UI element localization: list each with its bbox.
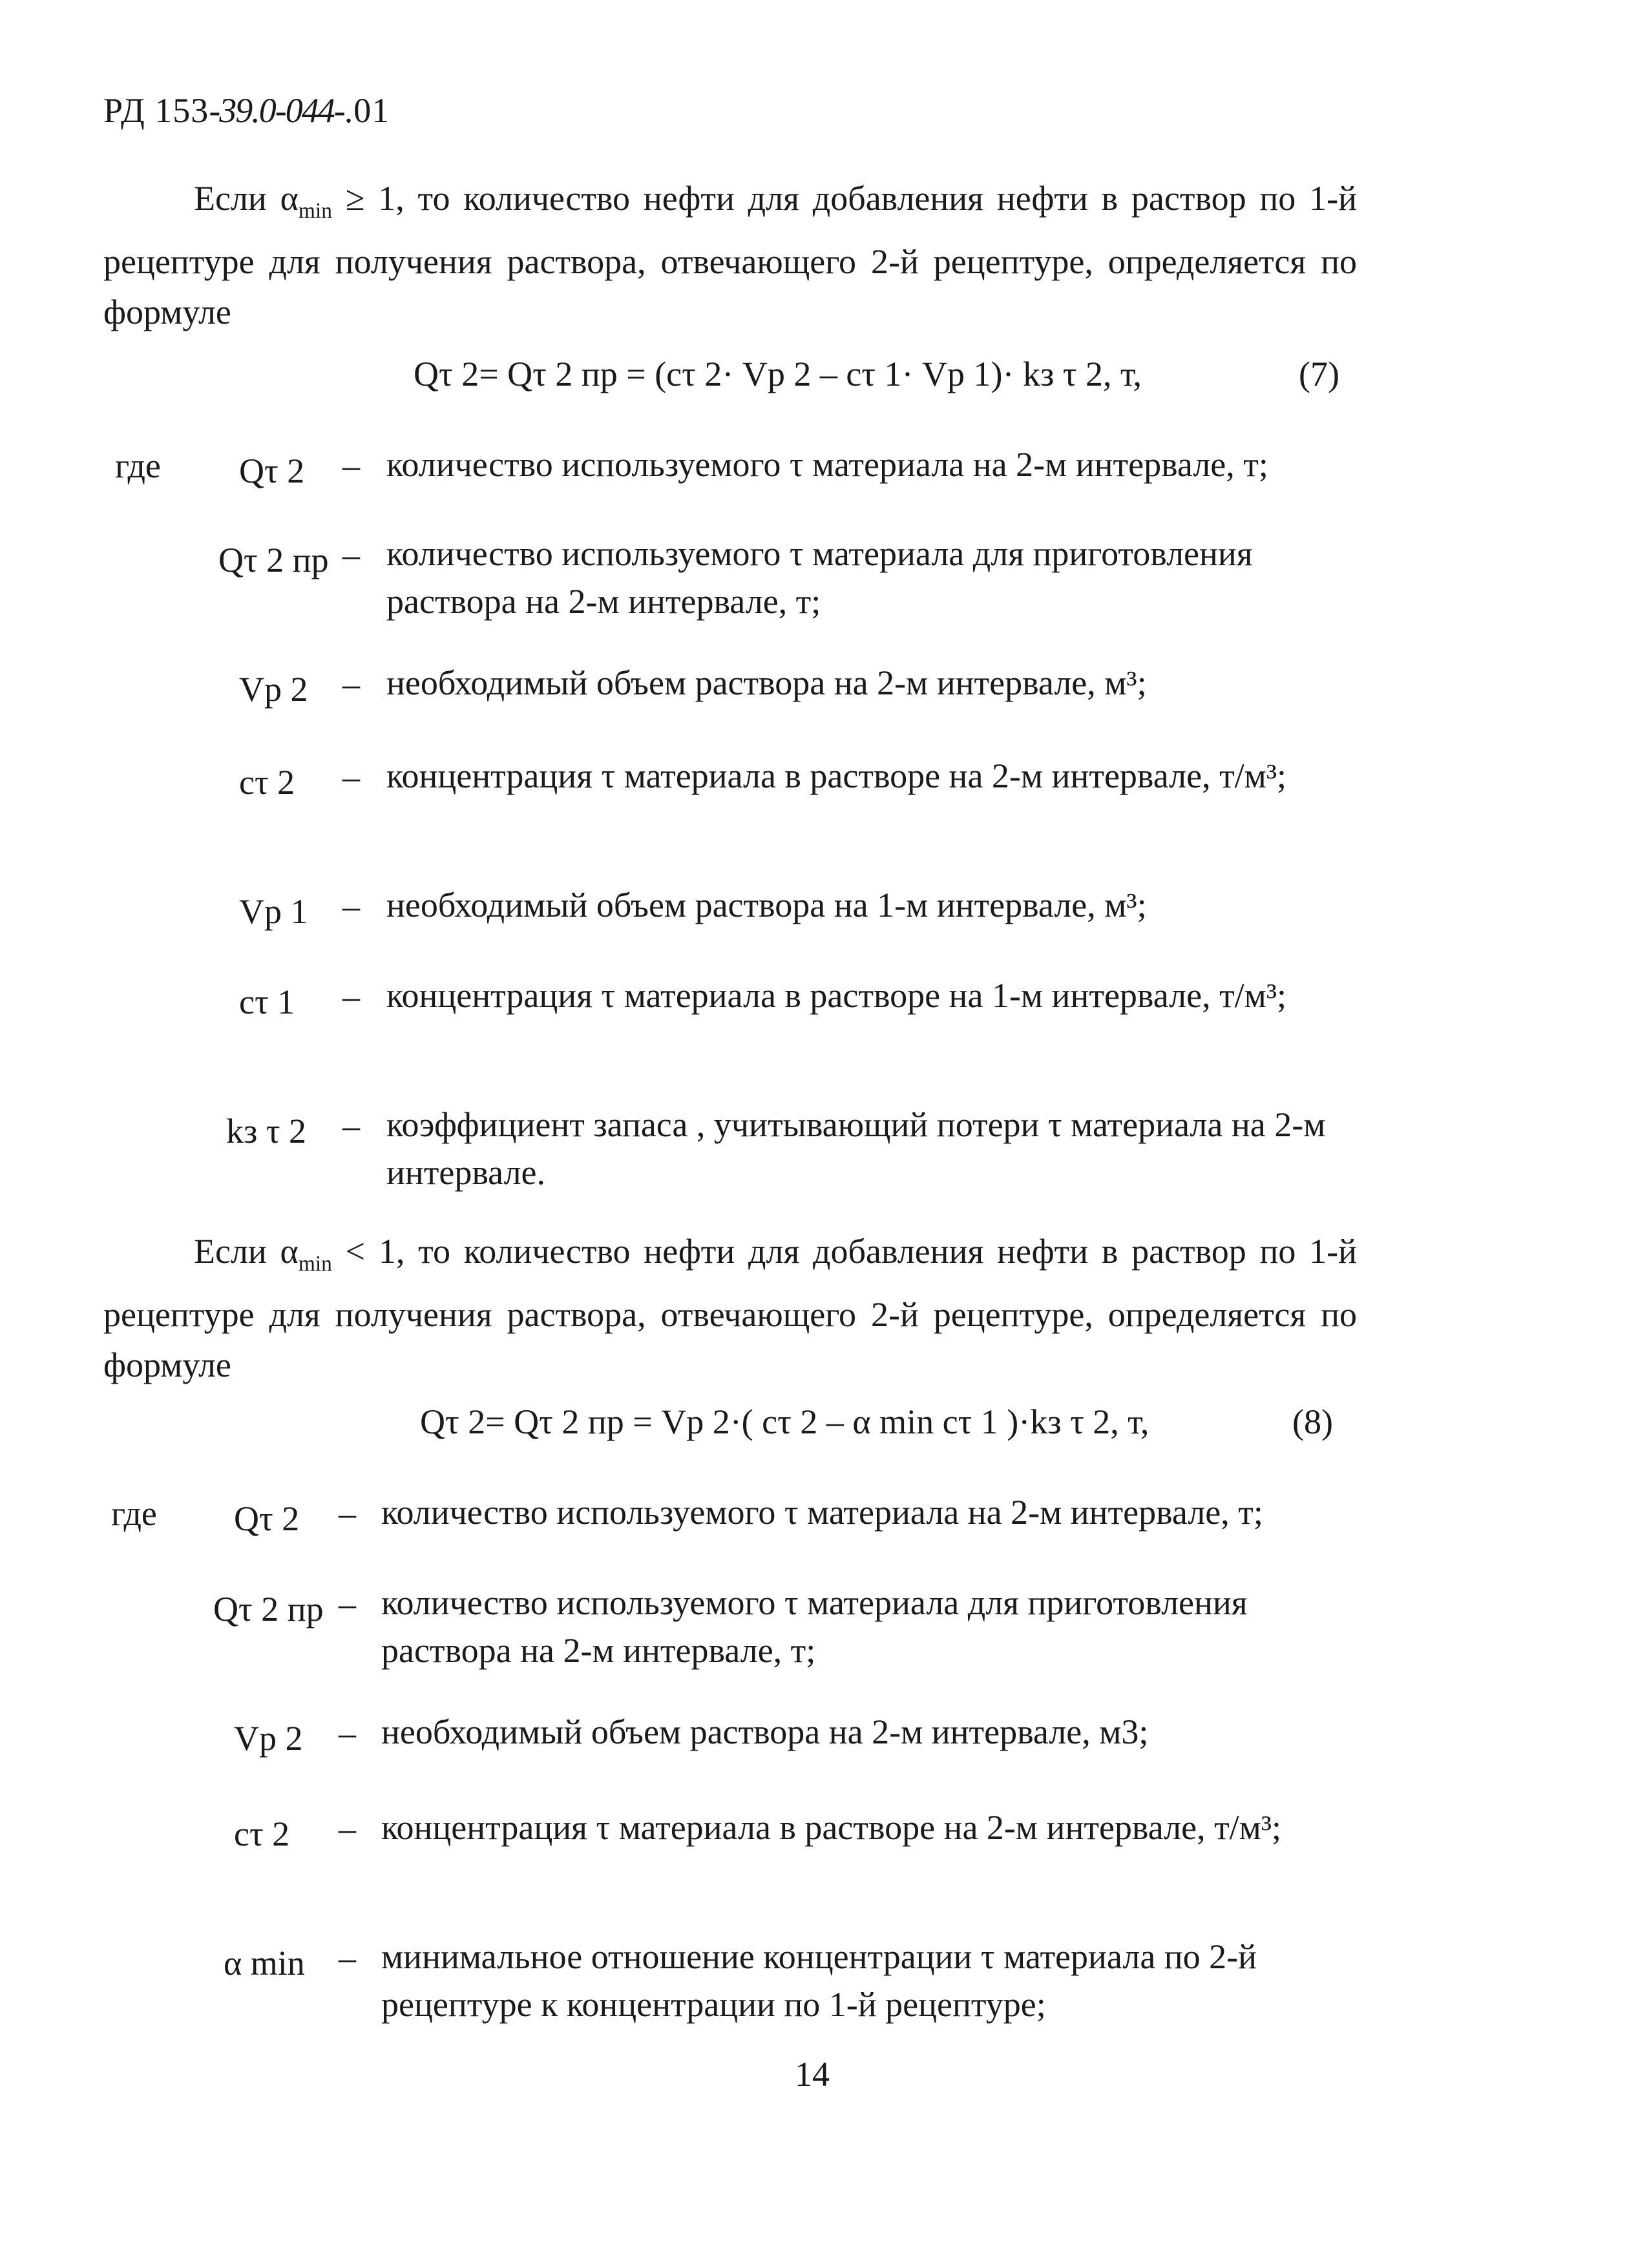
def7-desc-0: количество используемого τ материала на 2-м интервале, т; [386, 445, 1268, 484]
def7-desc-3: концентрация τ материала в растворе на 2-м интервале, т/м³; [386, 756, 1287, 795]
def7-desc-1: количество используемого τ материала для приготовления раствора на 2-м интервале, т; [386, 534, 1253, 621]
def8-dash-4: – [339, 1939, 356, 1977]
formula-8: Qτ 2= Qτ 2 пр = Vр 2·( cτ 2 – α min cτ 1 )·kз τ 2, т, [420, 1402, 1149, 1441]
where-label-2: где [111, 1494, 157, 1533]
header-suffix: .01 [344, 91, 390, 130]
def7-desc-4: необходимый объем раствора на 1-м интервале, м³; [386, 886, 1147, 924]
formula-7: Qτ 2= Qτ 2 пр = (cτ 2· Vр 2 – cτ 1· Vр 1)· kз τ 2, т, [414, 355, 1142, 393]
def8-sym-4: α min [224, 1944, 305, 1982]
def8-sym-1: Qτ 2 пр [213, 1590, 324, 1628]
page-number: 14 [795, 2055, 830, 2094]
def8-dash-2: – [339, 1714, 356, 1753]
def7-dash-5: – [342, 977, 360, 1016]
def7-sym-1: Qτ 2 пр [218, 541, 329, 579]
def8-sym-3: cτ 2 [234, 1815, 290, 1853]
paragraph-1 [103, 173, 1357, 337]
def7-dash-0: – [342, 446, 360, 485]
para1-sub: min [298, 198, 332, 223]
para2-start: Если α [194, 1232, 299, 1271]
document-header [103, 90, 390, 130]
def7-sym-0: Qτ 2 [239, 452, 305, 490]
paragraph-2 [103, 1226, 1357, 1390]
def8-desc-3: концентрация τ материала в растворе на 2-м интервале, т/м³; [381, 1808, 1282, 1847]
def8-sym-0: Qτ 2 [234, 1499, 300, 1538]
def7-sym-3: cτ 2 [239, 763, 295, 802]
para2-rest: < 1, то количество нефти для добавления нефти в раствор по 1-й рецептуре для получения раствора, отвечающего 2-й рецептуре, определяется по формуле [103, 1232, 1357, 1384]
para1-rest: ≥ 1, то количество нефти для добавления нефти в раствор по 1-й рецептуре для получения раствора, отвечающего 2-й рецептуре, определяется по формуле [103, 179, 1357, 331]
def8-desc-4: минимальное отношение концентрации τ материала по 2-й рецептуре к концентрации по 1-й рецептуре; [381, 1937, 1257, 2024]
para1-start: Если α [194, 179, 299, 218]
def7-dash-1: – [342, 536, 360, 574]
def7-sym-6: kз τ 2 [226, 1112, 307, 1150]
def7-dash-3: – [342, 758, 360, 796]
def8-desc-1: количество используемого τ материала для приготовления раствора на 2-м интервале, т; [381, 1583, 1248, 1670]
where-label-1: где [115, 446, 161, 485]
def7-desc-2: необходимый объем раствора на 2-м интервале, м³; [386, 663, 1147, 702]
def8-desc-2: необходимый объем раствора на 2-м интервале, м3; [381, 1712, 1149, 1751]
def7-dash-2: – [342, 665, 360, 703]
formula-7-number: (7) [1299, 355, 1339, 393]
def7-sym-5: cτ 1 [239, 983, 295, 1021]
def8-dash-3: – [339, 1809, 356, 1848]
para2-sub: min [298, 1251, 332, 1276]
def8-sym-2: Vр 2 [234, 1719, 303, 1758]
def7-sym-2: Vр 2 [239, 670, 308, 709]
def7-dash-6: – [342, 1107, 360, 1145]
def7-desc-6: коэффициент запаса , учитывающий потери τ материала на 2-м интервале. [386, 1105, 1326, 1192]
def8-dash-1: – [339, 1585, 356, 1623]
def7-dash-4: – [342, 887, 360, 926]
header-prefix: РД 153 [103, 91, 209, 130]
def8-dash-0: – [339, 1494, 356, 1533]
header-handwritten: -39.0-044- [209, 91, 344, 130]
def8-desc-0: количество используемого τ материала на 2-м интервале, т; [381, 1493, 1263, 1532]
formula-8-number: (8) [1292, 1402, 1333, 1441]
def7-desc-5: концентрация τ материала в растворе на 1-м интервале, т/м³; [386, 976, 1287, 1015]
def7-sym-4: Vр 1 [239, 892, 308, 931]
